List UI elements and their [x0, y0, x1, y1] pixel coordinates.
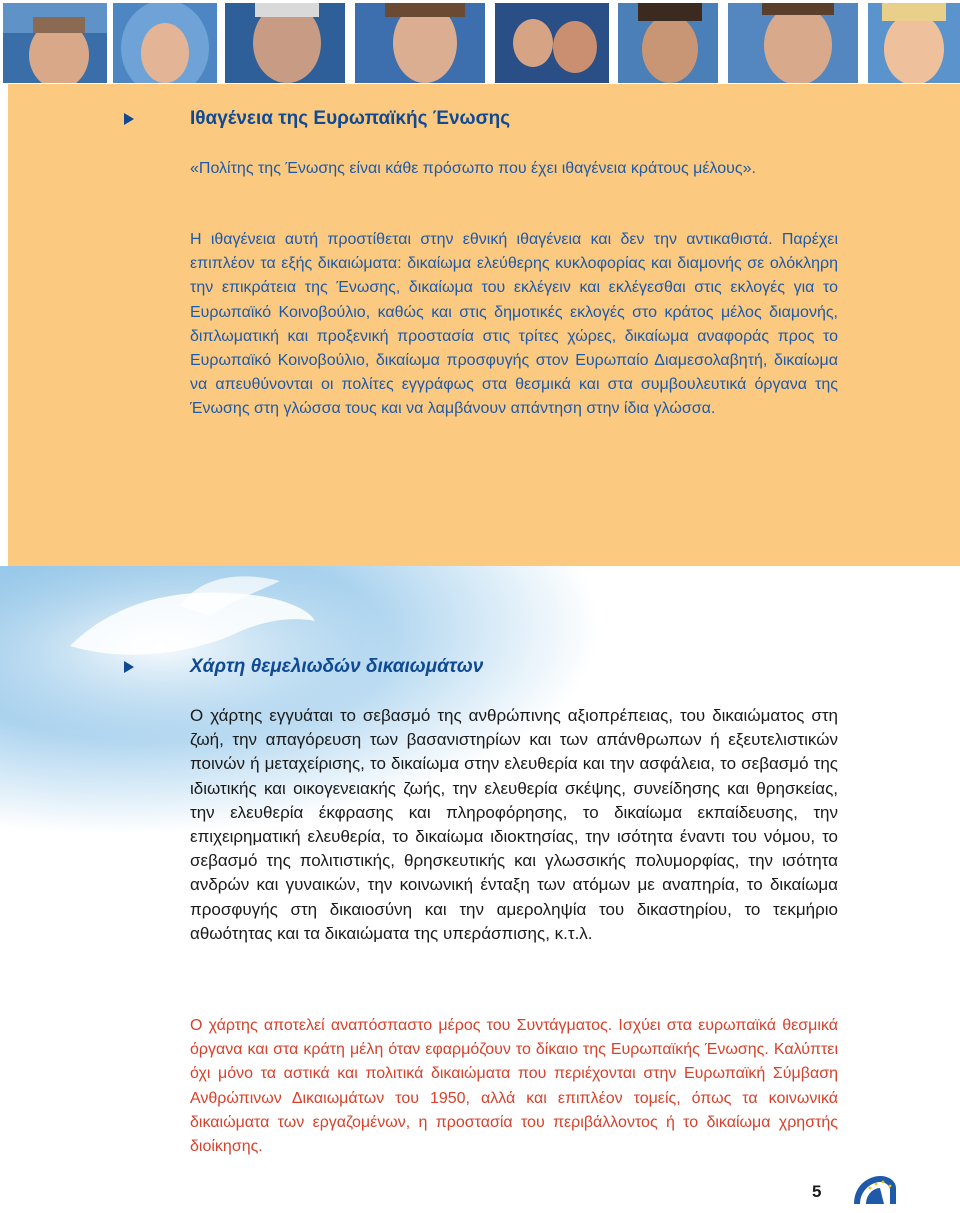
section-heading-citizenship: Ιθαγένεια της Ευρωπαϊκής Ένωσης [190, 108, 511, 129]
charter-body: Ο χάρτης εγγυάται το σεβασμό της ανθρώπινης αξιοπρέπειας, του δικαιώματος στη ζωή, την απαγόρευση των βασανιστηρίων και των απάνθρωπων ή εξευτελιστικών ποινών ή μεταχείρισης, το δικαίωμα στην ελευθερία και την ασφάλεια, το σεβασμό της ιδιωτικής και οικογενειακής ζωής, την ελευθερία σκέψης, συνείδησης και θρησκείας, την ελευθερία έκφρασης και πληροφόρησης, το δικαίωμα εκπαίδευσης, την επιχειρηματική ελευθερία, το δικαίωμα ιδιοκτησίας, την ισότητα έναντι του νόμου, το σεβασμό της πολιτιστικής, θρησκευτικής και γλωσσικής πολυμορφίας, την ισότητα ανδρών και γυναικών, την κοινωνική ένταξη των ατόμων με αναπηρία, το δικαίωμα προσφυγής στη δικαιοσύνη και την αμεροληψία του δικαστηρίου, το τεκμήριο αθωότητας και τα δικαιώματα της υπεράσπισης, κ.τ.λ. [190, 706, 838, 943]
photo-family [495, 3, 609, 83]
section-heading-charter: Χάρτη θεμελιωδών δικαιωμάτων [190, 656, 484, 677]
photo-man-portrait [618, 3, 718, 83]
bullet-arrow-icon [124, 661, 134, 673]
page-number: 5 [812, 1182, 822, 1201]
photo-man-1 [3, 3, 107, 83]
charter-note: Ο χάρτης αποτελεί αναπόσπαστο μέρος του Συντάγματος. Ισχύει στα ευρωπαϊκά θεσμικά όργανα και στα κράτη μέλη όταν εφαρμόζουν το δίκαιο της Ευρωπαϊκής Ένωσης. Καλύπτει όχι μόνο τα αστικά και πολιτικά δικαιώματα που περιέχονται στην Ευρωπαϊκή Σύμβαση Ανθρώπινων Δικαιωμάτων του 1950, αλλά και επιπλέον τομείς, όπως τα κοινωνικά δικαιώματα των εργαζομένων, η προστασία του περιβάλλοντος ή το δικαίωμα χρηστής διοίκησης. [190, 1017, 838, 1156]
photo-strip [0, 0, 960, 84]
photo-woman-headscarf [113, 3, 217, 83]
photo-child [868, 3, 960, 83]
dove-icon [60, 576, 320, 666]
citizenship-body: Η ιθαγένεια αυτή προστίθεται στην εθνική ιθαγένεια και δεν την αντικαθιστά. Παρέχει επιπλέον τα εξής δικαιώματα: δικαίωμα ελεύθερης κυκλοφορίας και διαμονής σε ολόκληρη την επικράτεια της Ένωσης, δικαίωμα του εκλέγειν και εκλέγεσθαι στις εκλογές για το Ευρωπαϊκό Κοινοβούλιο, καθώς και στις δημοτικές εκλογές στο κράτος μέλος διαμονής, διπλωματική και προξενική προστασία στις τρίτες χώρες, δικαίωμα αναφοράς προς το Ευρωπαϊκό Κοινοβούλιο, δικαίωμα προσφυγής στον Ευρωπαίο Διαμεσολαβητή, δικαίωμα να απευθύνονται οι πολίτες εγγράφως στα θεσμικά και στα συμβουλευτικά όργανα της Ένωσης στη γλώσσα τους και να λαμβάνουν απάντηση στην ίδια γλώσσα. [190, 231, 838, 418]
photo-elderly-man [225, 3, 345, 83]
photo-woman-smiling [355, 3, 485, 83]
citizenship-quote: «Πολίτης της Ένωσης είναι κάθε πρόσωπο που έχει ιθαγένεια κράτους μέλους». [190, 160, 756, 177]
bullet-arrow-icon [124, 113, 134, 125]
photo-woman-2 [728, 3, 858, 83]
european-parliament-logo-icon [850, 1174, 898, 1208]
